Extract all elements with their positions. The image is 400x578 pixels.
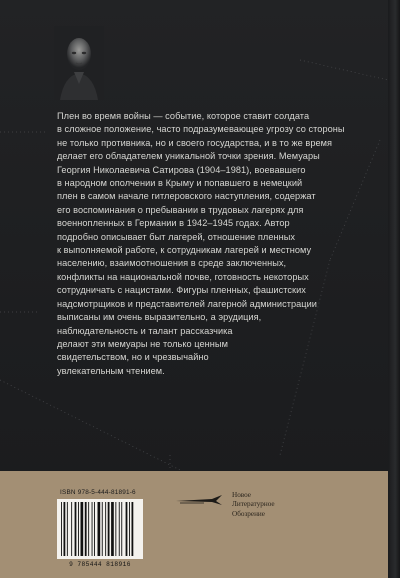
description-line: в народном ополчении в Крыму и попавшего в немецкий [57,178,303,189]
description-line: свидетельством, но и чрезвычайно [57,352,209,363]
description-line: населению, взаимоотношения в среде заключенных, [57,258,287,269]
barcode-bar [88,502,89,556]
publisher-logo-mark-icon [174,492,224,508]
description-line: подробно описывает быт лагерей, отношение пленных [57,231,296,242]
barcode [57,499,143,559]
barcode-bar [132,502,134,556]
barcode-bar [67,502,68,556]
description-line: надсмотрщиков и представителей лагерной администрации [57,298,317,309]
barcode-bar [85,502,87,556]
author-portrait-photo-icon [54,26,104,100]
barcode-bar [102,502,103,556]
barcode-bar [129,502,130,556]
barcode-bar [81,502,84,556]
barcode-bar [75,502,77,556]
publisher-line: Новое [232,491,252,499]
description-line: увлекательным чтением. [57,365,165,376]
description-line: в сложное положение, часто подразумевающее угрозу со стороны [57,124,345,135]
barcode-bar [105,502,106,556]
barcode-bar [92,502,93,556]
barcode-bar [115,502,116,556]
description-line: его воспоминания о пребывании в трудовых лагерях для [57,204,304,215]
barcode-bar [98,502,101,556]
description-line: делает его обладателем уникальной точки зрения. Мемуары [57,151,320,162]
dotted-line [0,380,180,470]
description-line: наблюдательность и талант рассказчика [57,325,233,336]
description-line: Георгия Николаевича Сатирова (1904–1981), воевавшего [57,164,306,175]
description-line: сотрудничать с нацистами. Фигуры пленных, фашистских [57,285,306,296]
publisher-line: Литературное [232,500,275,509]
barcode-bar [78,502,79,556]
barcode-bar [119,502,120,556]
description-line: Плен во время войны — событие, которое ставит солдата [57,111,310,121]
description-line: плен в самом начале гитлеровского наступления, содержат [57,191,316,202]
barcode-bar [111,502,114,556]
barcode-bar [108,502,110,556]
description-line: военнопленных в Германии в 1942–1945 годах. Автор [57,218,290,229]
description-line: выписаны им очень выразительно, а эрудиция, [57,312,262,323]
publisher-line: Обозрение [232,509,265,518]
description-line: делают эти мемуары не только ценным [57,338,228,349]
barcode-bar [61,502,62,556]
dotted-line [300,60,388,80]
barcode-bar [94,502,95,556]
description-line: конфликты на национальной почве, готовность некоторых [57,271,309,282]
barcode-bar [126,502,128,556]
barcode-bar [121,502,122,556]
barcode-bar [71,502,72,556]
barcode-number: 9 785444 818916 [69,561,131,568]
description-line: не только противника, но и своего государства, и в то же время [57,137,333,148]
description-line: к выполняемой работе, к сотрудникам лагерей и местному [57,245,312,256]
book-description [57,110,357,378]
barcode-bar [64,502,66,556]
publisher-name [232,491,275,519]
isbn-label: ISBN 978-5-444-81891-6 [60,489,136,496]
